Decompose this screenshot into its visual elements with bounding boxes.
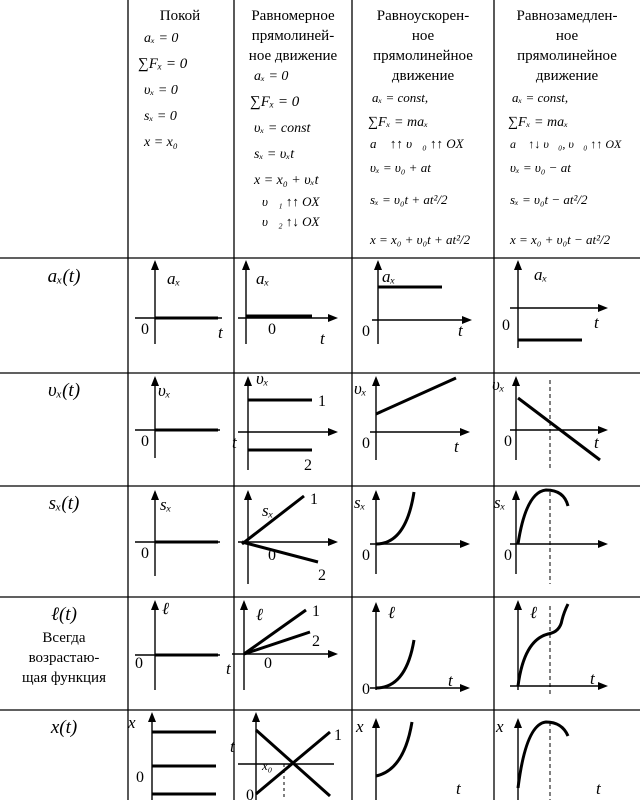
origin-label: 0 <box>504 547 512 564</box>
header-title-decelerated: Равнозамедлен- <box>516 8 618 24</box>
axis-label: aₓ <box>382 267 396 286</box>
graph-s-uniform <box>238 490 338 584</box>
axis-label: ℓ <box>388 603 396 622</box>
graph-v-accelerated <box>354 376 470 460</box>
axis-label: t <box>454 437 459 456</box>
formula: sₓ = υ₀t − at²/2 <box>510 192 588 207</box>
axis-label: t <box>594 313 599 332</box>
graph-s-decelerated <box>494 490 608 584</box>
header-title-accelerated: прямолинейное <box>373 48 473 64</box>
formula: x = x₀ <box>144 135 178 150</box>
origin-label: 0 <box>362 547 370 564</box>
series-label: 2 <box>312 633 320 650</box>
header-title-accelerated: ное <box>411 28 435 44</box>
row-label-path: ℓ(t) <box>51 604 77 625</box>
axis-label: t <box>458 321 463 340</box>
formula: υ⃗₂ ↑↓ OX <box>262 214 320 229</box>
graph-a-rest <box>135 260 224 344</box>
axis-label: sₓ <box>354 493 366 512</box>
formula: a⃗ ↑↑ υ⃗₀ ↑↑ OX <box>370 136 464 151</box>
series-label: 1 <box>310 491 318 508</box>
axis-label: x₀ <box>262 758 273 773</box>
graph-l-accelerated <box>362 602 470 698</box>
axis-label: ℓ <box>162 599 170 618</box>
formula: ∑Fₓ = 0 <box>250 94 300 110</box>
origin-label: 0 <box>135 655 143 672</box>
origin-label: 0 <box>362 435 370 452</box>
axis-label: t <box>456 779 461 798</box>
graph-l-uniform <box>226 600 338 690</box>
formula: ∑Fₓ = maₓ <box>368 115 429 130</box>
origin-label: 0 <box>246 787 254 800</box>
header-title-accelerated: Равноускорен- <box>376 8 470 24</box>
row-label-acceleration: aₓ(t) <box>47 266 81 287</box>
origin-label: 0 <box>502 317 510 334</box>
origin-label: 0 <box>362 323 370 340</box>
header-title-uniform: ное движение <box>248 48 338 64</box>
graph-x-rest <box>127 712 216 800</box>
graph-l-rest <box>135 599 220 690</box>
axis-label: x <box>356 717 364 736</box>
axis-label: aₓ <box>167 269 181 288</box>
formula: υₓ = υ₀ − at <box>510 160 571 175</box>
formula: x = x₀ + υₓt <box>254 173 319 188</box>
formula: sₓ = υ₀t + at²/2 <box>370 192 448 207</box>
formula: a⃗ ↑↓ υ⃗₀, υ⃗₀ ↑↑ OX <box>510 137 622 151</box>
formula: ∑Fₓ = 0 <box>138 56 188 72</box>
formula: x = x₀ + υ₀t − at²/2 <box>510 232 611 247</box>
graph-a-decelerated <box>502 260 608 348</box>
axis-label: t <box>590 669 595 688</box>
axis-label: t <box>320 329 325 348</box>
header-title-accelerated: движение <box>391 68 455 84</box>
row-label-coordinate: x(t) <box>50 717 78 738</box>
origin-label: 0 <box>268 547 276 564</box>
row-note: Всегда <box>42 630 86 646</box>
origin-label: 0 <box>141 545 149 562</box>
origin-label: 0 <box>362 681 370 698</box>
header-title-uniform: Равномерное <box>251 8 335 24</box>
formula: aₓ = const, <box>372 90 429 105</box>
axis-label: υₓ <box>354 379 367 398</box>
axis-label: t <box>230 737 235 756</box>
axis-label: ℓ <box>256 605 264 624</box>
axis-label: aₓ <box>534 265 548 284</box>
formula: x = x₀ + υ₀t + at²/2 <box>370 232 471 247</box>
graph-s-accelerated <box>354 490 470 574</box>
header-rest <box>138 8 200 150</box>
series-label: 1 <box>334 727 342 744</box>
row-label-velocity: υₓ(t) <box>47 380 81 401</box>
axis-label: x <box>128 713 136 732</box>
formula: sₓ = 0 <box>144 109 177 124</box>
series-label: 2 <box>304 457 312 474</box>
axis-label: sₓ <box>160 495 172 514</box>
graph-x-uniform <box>230 712 342 800</box>
header-title-rest: Покой <box>159 8 201 24</box>
axis-label: t <box>596 779 601 798</box>
header-uniform <box>249 8 338 229</box>
graph-x-accelerated <box>355 717 462 800</box>
formula: ∑Fₓ = maₓ <box>508 115 569 130</box>
axis-label: t <box>226 659 231 678</box>
axis-label: sₓ <box>494 493 506 512</box>
origin-label: 0 <box>141 433 149 450</box>
formula: υₓ = 0 <box>144 83 178 98</box>
formula: aₓ = const, <box>512 90 569 105</box>
axis-label: t <box>448 671 453 690</box>
header-decelerated <box>508 8 622 247</box>
formula: aₓ = 0 <box>254 69 289 84</box>
graph-v-rest <box>135 376 220 458</box>
graph-s-rest <box>135 490 220 576</box>
header-title-decelerated: ное <box>555 28 579 44</box>
axis-label: t <box>232 433 237 452</box>
origin-label: 0 <box>136 769 144 786</box>
graph-a-uniform <box>238 260 338 348</box>
axis-label: υₓ <box>158 381 171 400</box>
axis-label: t <box>594 433 599 452</box>
origin-label: 0 <box>141 321 149 338</box>
row-note: щая функция <box>22 670 106 686</box>
formula: υₓ = υ₀ + at <box>370 160 431 175</box>
formula: aₓ = 0 <box>144 31 179 46</box>
origin-label: 0 <box>504 433 512 450</box>
axis-label: t <box>218 323 223 342</box>
header-title-decelerated: движение <box>535 68 599 84</box>
axis-label: υₓ <box>256 369 269 388</box>
header-title-uniform: прямолиней- <box>251 28 335 44</box>
formula: υ⃗₁ ↑↑ OX <box>262 194 320 209</box>
graph-l-decelerated <box>510 600 608 694</box>
graph-v-decelerated <box>492 375 608 470</box>
formula: υₓ = const <box>254 121 311 136</box>
axis-label: x <box>496 717 504 736</box>
axis-label: ℓ <box>530 603 538 622</box>
formula: sₓ = υₓt <box>254 147 295 162</box>
row-note: возрастаю- <box>28 650 100 666</box>
graph-a-accelerated <box>362 260 472 344</box>
axis-label: aₓ <box>256 269 270 288</box>
graph-x-decelerated <box>495 717 602 800</box>
graph-v-uniform <box>232 369 338 474</box>
series-label: 1 <box>312 603 320 620</box>
series-label: 1 <box>318 393 326 410</box>
header-accelerated <box>368 8 473 247</box>
series-label: 2 <box>318 567 326 584</box>
axis-label: sₓ <box>262 501 274 520</box>
origin-label: 0 <box>264 655 272 672</box>
axis-label: υₓ <box>492 375 505 394</box>
origin-label: 0 <box>268 321 276 338</box>
row-label-displacement: sₓ(t) <box>48 493 80 514</box>
header-title-decelerated: прямолинейное <box>517 48 617 64</box>
